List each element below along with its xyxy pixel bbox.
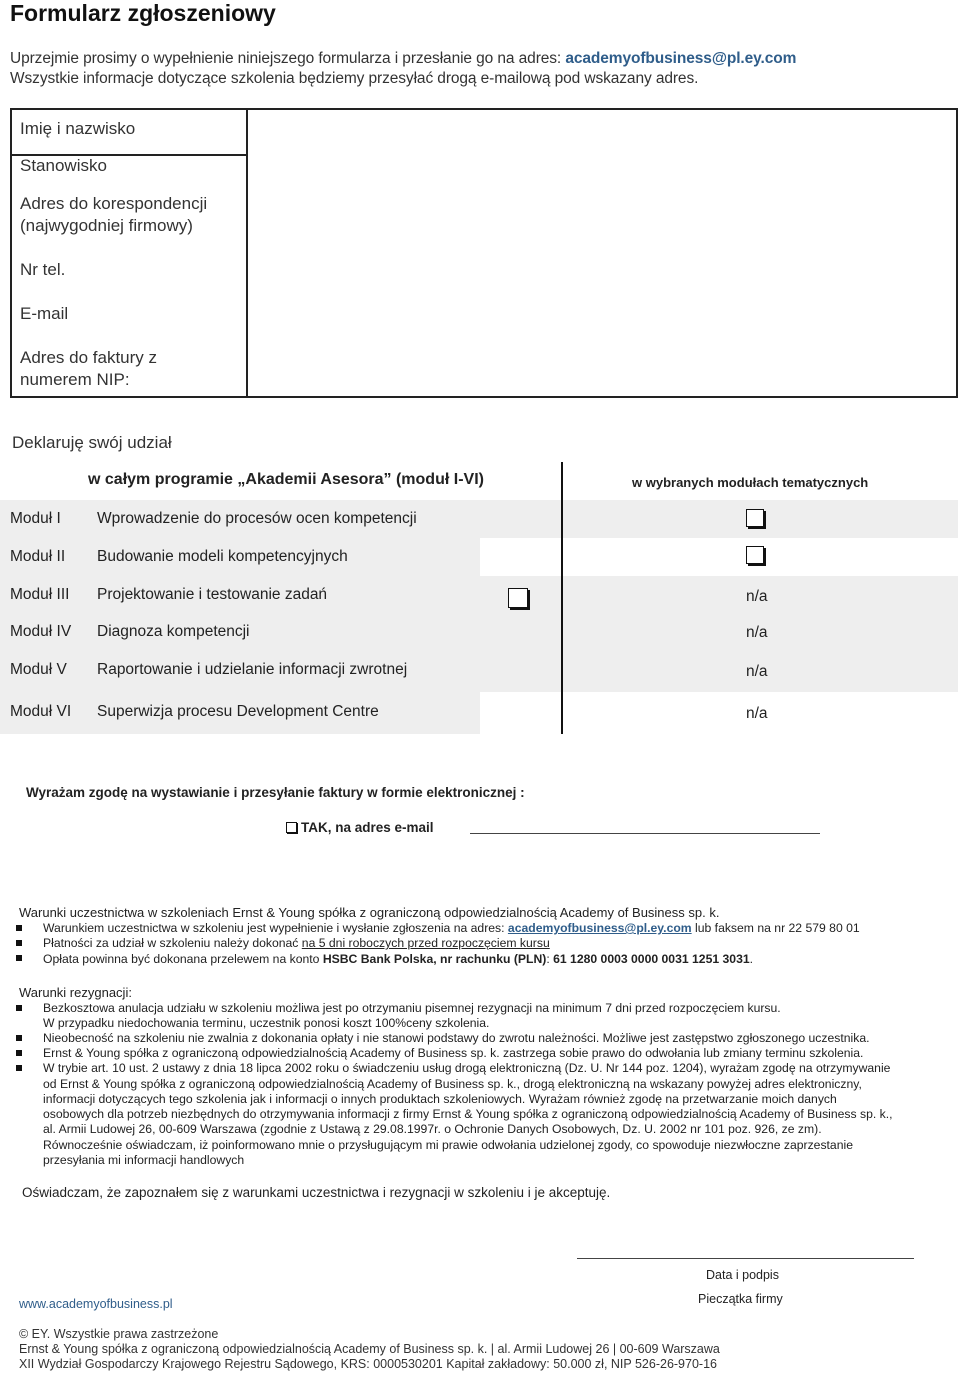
module-desc: Raportowanie i udzielanie informacji zwrotnej bbox=[97, 661, 408, 678]
address-label-2: (najwygodniej firmowy) bbox=[20, 216, 193, 235]
resignation-4c: informacji dotyczących tego szkolenia jak i informacji o innych produktach szkoleniowych. Wyrażam również zgodę na przetwarzanie moich danych bbox=[43, 1092, 837, 1106]
bullet-icon bbox=[16, 925, 22, 931]
resignation-3: Ernst & Young spółka z ograniczoną odpowiedzialnością Academy of Business sp. k. zastrzega sobie prawo do odwołania lub zmiany terminu szkolenia. bbox=[43, 1046, 864, 1060]
module-label: Moduł V bbox=[10, 661, 67, 678]
module-desc: Superwizja procesu Development Centre bbox=[97, 703, 379, 720]
na-label: n/a bbox=[746, 588, 768, 605]
phone-label: Nr tel. bbox=[20, 260, 66, 279]
module-label: Moduł III bbox=[10, 586, 70, 603]
bullet-icon bbox=[16, 940, 22, 946]
table-row bbox=[0, 614, 958, 650]
table-row bbox=[0, 650, 958, 692]
registry-info: XII Wydział Gospodarczy Krajowego Rejestru Sądowego, KRS: 0000530201 Kapitał zakładowy: 50.000 zł, NIP 526-26-970-16 bbox=[19, 1357, 717, 1371]
bullet-icon bbox=[16, 1065, 22, 1071]
condition-3: Opłata powinna być dokonana przelewem na konto HSBC Bank Polska, nr rachunku (PLN): 61 1280 0003 0000 0031 1251 3031. bbox=[43, 952, 754, 966]
form-input-area[interactable] bbox=[250, 112, 954, 394]
table-row bbox=[0, 692, 958, 734]
conditions-heading: Warunki uczestnictwa w szkoleniach Ernst & Young spółka z ograniczoną odpowiedzialnością Academy of Business sp. k. bbox=[19, 905, 720, 920]
resignation-4g: przesyłania mi informacji handlowych bbox=[43, 1153, 245, 1167]
conditions-email-link[interactable]: academyofbusiness@pl.ey.com bbox=[507, 921, 692, 935]
bullet-icon bbox=[16, 955, 22, 961]
module-label: Moduł VI bbox=[10, 703, 72, 720]
module-desc: Projektowanie i testowanie zadań bbox=[97, 586, 328, 603]
resignation-2: Nieobecność na szkoleniu nie zwalnia z dokonania opłaty i nie stanowi podstawy do zwrotu należności. Możliwe jest zastępstwo zgłoszonego uczestnika. bbox=[43, 1031, 870, 1045]
resignation-1a: Bezkosztowa anulacja udziału w szkoleniu możliwa jest po otrzymaniu pisemnej rezygnacji na minimum 7 dni przed rozpoczęciem kursu. bbox=[43, 1001, 781, 1015]
table-row bbox=[0, 500, 958, 538]
condition-2: Płatności za udział w szkoleniu należy dokonać na 5 dni roboczych przed rozpoczęciem kursu bbox=[43, 936, 550, 950]
intro-line-1 bbox=[10, 50, 796, 68]
resignation-4e: al. Armii Ludowej 26, 00-609 Warszawa (zgodnie z Ustawą z 29.08.1997r. o Ochronie Danych Osobowych, Dz. U. 2002 nr 101 poz. 926, ze zm). bbox=[43, 1122, 822, 1136]
email-label: E-mail bbox=[20, 304, 69, 323]
bullet-icon bbox=[16, 1050, 22, 1056]
table-row bbox=[0, 576, 958, 614]
signature-line[interactable] bbox=[577, 1258, 914, 1259]
na-label: n/a bbox=[746, 663, 768, 680]
resignation-4d: osobowych dla potrzeb niezbędnych do otrzymywania informacji z firmy Ernst & Young spółka z ograniczoną odpowiedzialnością Academy of Business sp. k., bbox=[43, 1107, 893, 1121]
company-info: Ernst & Young spółka z ograniczoną odpowiedzialnością Academy of Business sp. k. | al. Armii Ludowej 26 | 00-609 Warszawa bbox=[19, 1342, 720, 1356]
checkbox-consent-yes[interactable] bbox=[286, 822, 297, 833]
na-label: n/a bbox=[746, 705, 768, 722]
resignation-4b: od Ernst & Young spółka z ograniczoną odpowiedzialnością Academy of Business sp. k., drogą elektroniczną na wskazany powyżej adres elektroniczny, bbox=[43, 1077, 862, 1091]
checkbox-module-1[interactable] bbox=[746, 509, 764, 527]
checkbox-full-program[interactable] bbox=[508, 588, 528, 608]
consent-yes-label: TAK, na adres e-mail bbox=[301, 820, 434, 835]
resignation-1b: W przypadku niedochowania terminu, uczestnik ponosi koszt 100%ceny szkolenia. bbox=[43, 1016, 490, 1030]
consent-yes-row bbox=[286, 820, 434, 835]
invoice-label-1: Adres do faktury z bbox=[20, 348, 158, 367]
address-label-1: Adres do korespondencji bbox=[20, 194, 208, 213]
declare-heading: Deklaruję swój udział bbox=[12, 433, 172, 452]
stamp-label: Pieczątka firmy bbox=[698, 1292, 783, 1306]
bullet-icon bbox=[16, 1005, 22, 1011]
invoice-consent-text: Wyrażam zgodę na wystawianie i przesyłanie faktury w formie elektronicznej : bbox=[26, 785, 525, 800]
consent-email-field[interactable] bbox=[470, 833, 820, 834]
module-label: Moduł II bbox=[10, 548, 66, 565]
form-divider bbox=[246, 110, 248, 396]
bullet-icon bbox=[16, 1035, 22, 1041]
invoice-label-2: numerem NIP: bbox=[20, 370, 130, 389]
page-title: Formularz zgłoszeniowy bbox=[10, 0, 276, 26]
acceptance-statement: Oświadczam, że zapoznałem się z warunkami uczestnictwa i rezygnacji w szkoleniu i je akceptuję. bbox=[22, 1185, 611, 1200]
module-desc: Budowanie modeli kompetencyjnych bbox=[97, 548, 348, 565]
module-desc: Diagnoza kompetencji bbox=[97, 623, 250, 640]
intro-line-2: Wszystkie informacje dotyczące szkolenia będziemy przesyłać drogą e-mailową pod wskazany adres. bbox=[10, 70, 699, 87]
resignation-4a: W trybie art. 10 ust. 2 ustawy z dnia 18 lipca 2002 roku o świadczeniu usług drogą elektroniczną (Dz. U. Nr 144 poz. 1204), wyrażam zgodę na otrzymywanie bbox=[43, 1061, 891, 1075]
position-label: Stanowisko bbox=[20, 156, 107, 175]
condition-1: Warunkiem uczestnictwa w szkoleniu jest wypełnienie i wysłanie zgłoszenia na adres: academyofbusiness@pl.ey.com lub faksem na nr 22 579 80 01 bbox=[43, 921, 860, 935]
registration-form bbox=[10, 108, 958, 398]
module-label: Moduł I bbox=[10, 510, 61, 527]
resignation-heading: Warunki rezygnacji: bbox=[19, 985, 132, 1000]
header-selected-modules: w wybranych modułach tematycznych bbox=[632, 475, 869, 490]
module-desc: Wprowadzenie do procesów ocen kompetencji bbox=[97, 510, 417, 527]
intro-email-link[interactable]: academyofbusiness@pl.ey.com bbox=[565, 50, 797, 67]
copyright: © EY. Wszystkie prawa zastrzeżone bbox=[19, 1327, 219, 1341]
resignation-4f: Równocześnie oświadczam, iż poinformowano mnie o przysługującym mi prawie odwołania udzielonej zgody, co spowoduje niezwłoczne zaprzestanie bbox=[43, 1138, 853, 1152]
intro-text: Uprzejmie prosimy o wypełnienie niniejszego formularza i przesłanie go na adres: bbox=[10, 50, 566, 67]
header-full-program: w całym programie „Akademii Asesora” (moduł I-VI) bbox=[88, 471, 484, 488]
table-row bbox=[0, 538, 958, 576]
module-label: Moduł IV bbox=[10, 623, 72, 640]
na-label: n/a bbox=[746, 624, 768, 641]
checkbox-module-2[interactable] bbox=[746, 546, 764, 564]
table-column-separator bbox=[561, 462, 563, 734]
website-link[interactable]: www.academyofbusiness.pl bbox=[19, 1297, 173, 1311]
name-label: Imię i nazwisko bbox=[20, 119, 136, 138]
date-signature-label: Data i podpis bbox=[706, 1268, 779, 1282]
